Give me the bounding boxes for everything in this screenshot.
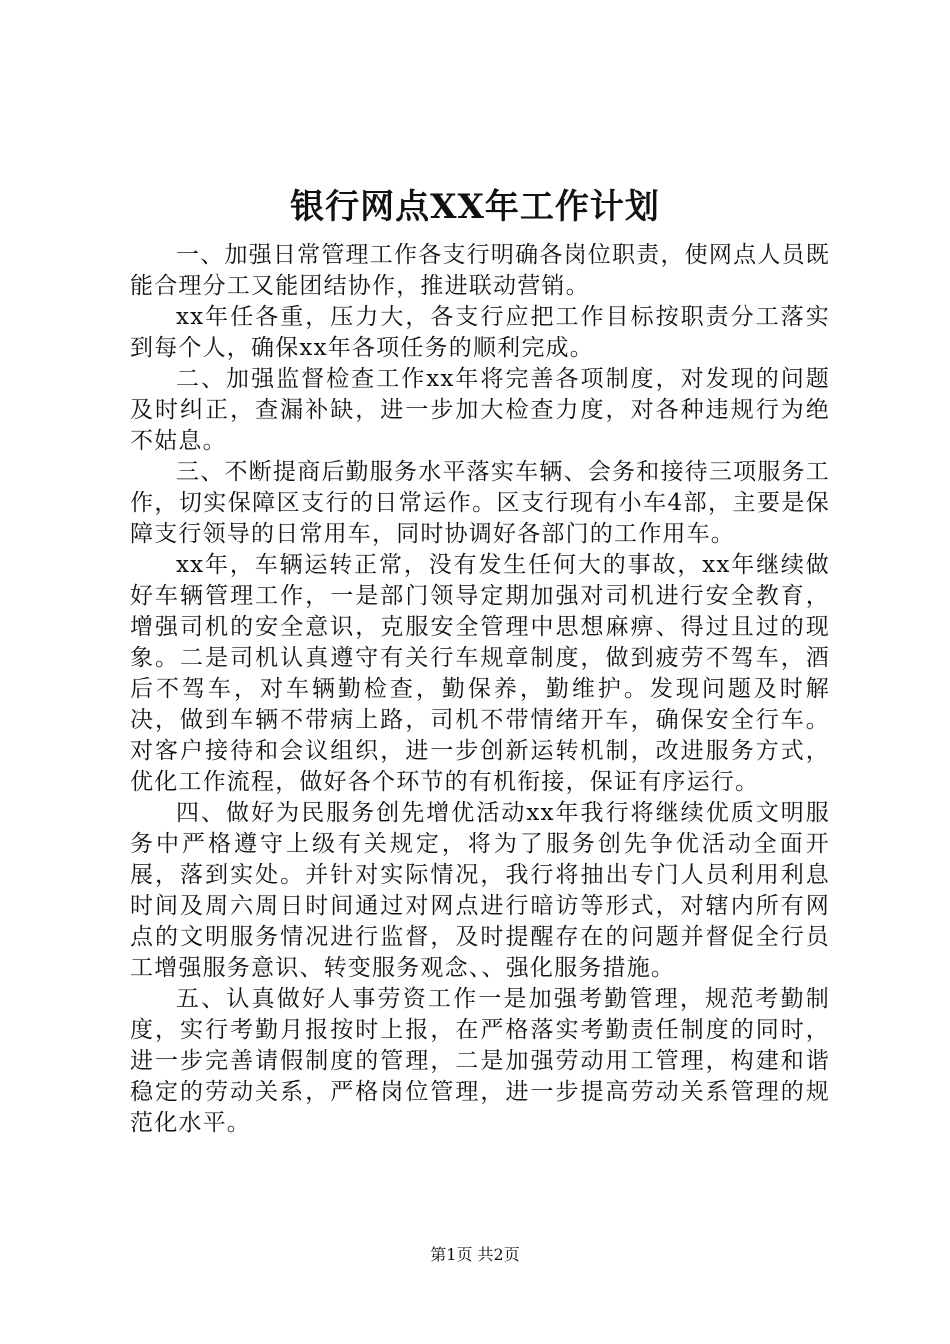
paragraph-4: 三、不断提商后勤服务水平落实车辆、会务和接待三项服务工作，切实保障区支行的日常运作。区支行现有小车4部，主要是保障支行领导的日常用车，同时协调好各部门的工作用车。 — [130, 459, 830, 547]
paragraph-5: xx年，车辆运转正常，没有发生任何大的事故，xx年继续做好车辆管理工作，一是部门领导定期加强对司机进行安全教育，增强司机的安全意识，克服安全管理中思想麻痹、得过且过的现象。二是司机认真遵守有关行车规章制度，做到疲劳不驾车，酒后不驾车，对车辆勤检查，勤保养，勤维护。发现问题及时解决，做到车辆不带病上路，司机不带情绪开车，确保安全行车。对客户接待和会议组织，进一步创新运转机制，改进服务方式，优化工作流程，做好各个环节的有机衔接，保证有序运行。 — [130, 552, 830, 795]
page-number-footer: 第1页 共2页 — [430, 1245, 520, 1264]
paragraph-3: 二、加强监督检查工作xx年将完善各项制度，对发现的问题及时纠正，查漏补缺，进一步加大检查力度，对各种违规行为绝不姑息。 — [130, 366, 830, 454]
paragraph-1: 一、加强日常管理工作各支行明确各岗位职责，使网点人员既能合理分工又能团结协作，推进联动营销。 — [130, 242, 830, 299]
paragraph-7: 五、认真做好人事劳资工作一是加强考勤管理，规范考勤制度，实行考勤月报按时上报，在严格落实考勤责任制度的同时，进一步完善请假制度的管理，二是加强劳动用工管理，构建和谐稳定的劳动关系，严格岗位管理，进一步提高劳动关系管理的规范化水平。 — [130, 986, 830, 1136]
paragraph-6: 四、做好为民服务创先增优活动xx年我行将继续优质文明服务中严格遵守上级有关规定，将为了服务创先争优活动全面开展，落到实处。并针对实际情况，我行将抽出专门人员利用利息时间及周六周日时间通过对网点进行暗访等形式，对辖内所有网点的文明服务情况进行监督，及时提醒存在的问题并督促全行员工增强服务意识、转变服务观念、、强化服务措施。 — [130, 800, 830, 981]
paragraph-2: xx年任各重，压力大，各支行应把工作目标按职责分工落实到每个人，确保xx年各项任务的顺利完成。 — [130, 304, 830, 361]
document-title: 银行网点XX年工作计划 — [290, 187, 660, 227]
document-body — [130, 240, 830, 1139]
